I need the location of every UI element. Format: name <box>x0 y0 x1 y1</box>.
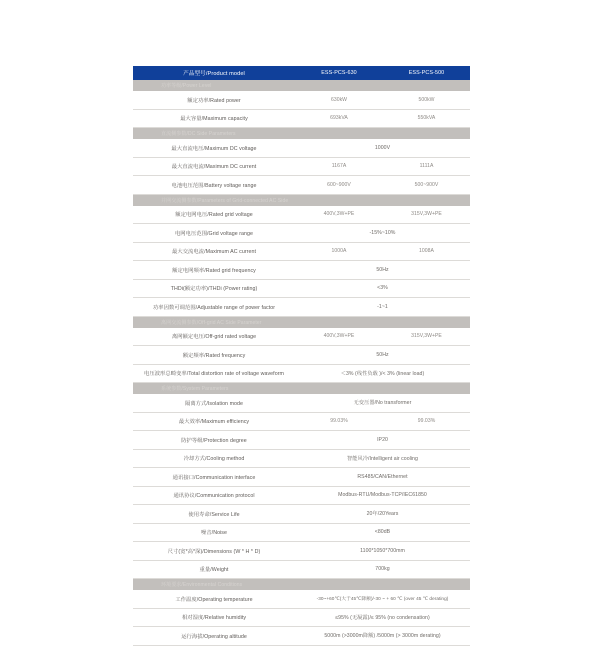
row-label: 离网额定电压/Off-grid rated voltage <box>133 328 295 346</box>
row-label: 冷却方式/Cooling method <box>133 449 295 468</box>
row-label: 防护等级/Protection degree <box>133 431 295 450</box>
section-title: 离网交流侧参数/Off-grid AC Side Parameter <box>133 316 470 328</box>
row-value-shared: 1000V <box>295 139 470 157</box>
row-value-shared: ＜3% (线性负载 )/< 3% (linear load) <box>295 364 470 383</box>
table-row <box>133 431 470 450</box>
table-row <box>133 328 470 346</box>
table-row <box>133 346 470 365</box>
section-title: 直流侧参数/DC Side Parameters <box>133 128 470 140</box>
row-value-shared: 5000m (>3000m降额) /5000m (> 3000m derating) <box>295 627 470 646</box>
row-value-model-2: 315V,3W+PE <box>383 328 470 346</box>
row-value-shared: ≤95% (无凝露)/≤ 95% (no condensation) <box>295 608 470 627</box>
table-header-row <box>133 66 470 80</box>
row-label: 电池电压范围/Battery voltage range <box>133 176 295 195</box>
row-value-model-1: 630kW <box>295 91 383 109</box>
row-value-model-1: 400V,3W+PE <box>295 328 383 346</box>
row-value-model-2: 1008A <box>383 242 470 261</box>
row-value-shared: <80dB <box>295 523 470 542</box>
table-row <box>133 486 470 505</box>
table-row <box>133 590 470 608</box>
row-label: 额定电网电压/Rated grid voltage <box>133 206 295 224</box>
row-value-shared: 无变压器/No transformer <box>295 394 470 412</box>
section-title: 环境要求/Environmental Conditions <box>133 579 470 591</box>
section-header-row <box>133 80 470 91</box>
header-product-model: 产品型号/Product model <box>133 66 295 80</box>
row-value-model-1: 99.03% <box>295 412 383 431</box>
row-value-shared: 50Hz <box>295 261 470 280</box>
section-title: 并网交流侧参数/Parameters of Grid-connected AC Side <box>133 194 470 206</box>
row-label: THDi(额定功率)/THDi (Power rating) <box>133 279 295 298</box>
table-row <box>133 139 470 157</box>
table-row <box>133 542 470 561</box>
row-label: 通讯协议/Communication protocol <box>133 486 295 505</box>
table-row <box>133 279 470 298</box>
row-value-shared: <3% <box>295 279 470 298</box>
row-label: 最大直流电压/Maximum DC voltage <box>133 139 295 157</box>
section-header-row <box>133 579 470 591</box>
row-label: 尺寸(宽*高*深)/Dimensions (W * H * D) <box>133 542 295 561</box>
table-row <box>133 394 470 412</box>
row-label: 电压波形总畸变率/Total distortion rate of voltage waveform <box>133 364 295 383</box>
row-value-shared: RS485/CAN/Ethernet <box>295 468 470 487</box>
section-header-row <box>133 128 470 140</box>
section-header-row <box>133 316 470 328</box>
table-row <box>133 523 470 542</box>
row-value-shared: 700kg <box>295 560 470 579</box>
row-value-model-1: 693kVA <box>295 109 383 128</box>
table-row <box>133 176 470 195</box>
row-label: 最大交流电流/Maximum AC current <box>133 242 295 261</box>
table-row <box>133 157 470 176</box>
table-row <box>133 109 470 128</box>
row-label: 最大容量/Maximum capacity <box>133 109 295 128</box>
table-row <box>133 608 470 627</box>
table-row <box>133 627 470 646</box>
row-label: 相对湿度/Relative humidity <box>133 608 295 627</box>
row-value-model-1: 400V,3W+PE <box>295 206 383 224</box>
specification-table <box>133 66 470 646</box>
header-model-2: ESS-PCS-500 <box>383 66 470 80</box>
section-header-row <box>133 194 470 206</box>
row-label: 隔离方式/Isolation mode <box>133 394 295 412</box>
row-label: 通讯接口/Communication interface <box>133 468 295 487</box>
row-label: 额定频率/Rated frequency <box>133 346 295 365</box>
row-value-shared: 智能风冷/Intelligent air cooling <box>295 449 470 468</box>
row-label: 最大效率/Maximum efficiency <box>133 412 295 431</box>
row-value-shared: -30~+60℃(大于45℃降额)/-30 ~ + 60 ℃ (over 45 ℃ derating) <box>295 590 470 608</box>
table-row <box>133 261 470 280</box>
row-value-shared: -15%~10% <box>295 224 470 243</box>
row-value-model-2: 315V,3W+PE <box>383 206 470 224</box>
row-value-model-2: 500kW <box>383 91 470 109</box>
section-title: 系统参数/System Parameters <box>133 383 470 395</box>
table-row <box>133 412 470 431</box>
row-label: 额定功率/Rated power <box>133 91 295 109</box>
table-row <box>133 364 470 383</box>
row-value-shared: 50Hz <box>295 346 470 365</box>
row-value-model-1: 1167A <box>295 157 383 176</box>
table-row <box>133 206 470 224</box>
table-row <box>133 449 470 468</box>
table-row <box>133 505 470 524</box>
row-label: 使用寿命/Service Life <box>133 505 295 524</box>
row-label: 重量/Weight <box>133 560 295 579</box>
table-row <box>133 224 470 243</box>
row-value-shared: Modbus-RTU/Modbus-TCP/IEC61850 <box>295 486 470 505</box>
row-value-model-1: 1000A <box>295 242 383 261</box>
row-value-model-2: 550kVA <box>383 109 470 128</box>
row-value-model-2: 1111A <box>383 157 470 176</box>
table-row <box>133 298 470 317</box>
section-header-row <box>133 383 470 395</box>
row-value-shared: 20年/20Years <box>295 505 470 524</box>
row-value-model-2: 99.03% <box>383 412 470 431</box>
table-row <box>133 560 470 579</box>
table-row <box>133 242 470 261</box>
row-value-shared: IP20 <box>295 431 470 450</box>
section-title: 功率等级/Power Level <box>133 80 470 91</box>
row-value-model-2: 500~900V <box>383 176 470 195</box>
row-label: 功率因数可调范围/Adjustable range of power factor <box>133 298 295 317</box>
row-value-shared: -1~1 <box>295 298 470 317</box>
table-row <box>133 91 470 109</box>
row-label: 工作温度/Operating temperature <box>133 590 295 608</box>
row-label: 额定电网频率/Rated grid frequency <box>133 261 295 280</box>
row-label: 最大直流电流/Maximum DC current <box>133 157 295 176</box>
header-model-1: ESS-PCS-630 <box>295 66 383 80</box>
row-value-shared: 1100*1050*700mm <box>295 542 470 561</box>
row-value-model-1: 600~900V <box>295 176 383 195</box>
row-label: 运行海拔/Operating altitude <box>133 627 295 646</box>
table-row <box>133 468 470 487</box>
row-label: 电网电压范围/Grid voltage range <box>133 224 295 243</box>
row-label: 噪音/Noise <box>133 523 295 542</box>
